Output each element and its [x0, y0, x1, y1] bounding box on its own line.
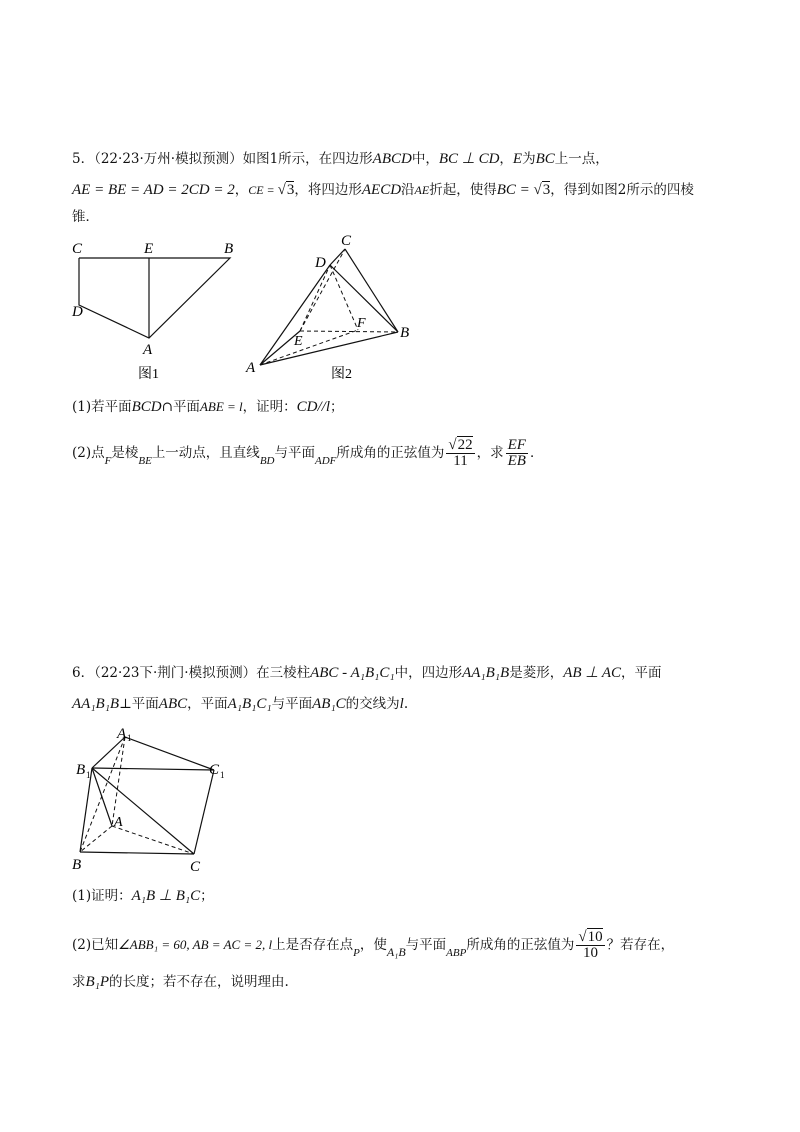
q5-part-2: (2)点$_F$是棱$_{BE}$上一动点，且直线$_{BD}$与平面$_{ADF}$所成角的正弦值为 $\frac{√22}{11}$ ，求 $\frac{EF}{EB}$ ．	[72, 437, 544, 469]
prism-label-b: B	[72, 857, 82, 872]
prism-hidden-edges	[80, 737, 194, 854]
fig1-caption: 图1	[138, 367, 159, 382]
prism-visible-edges	[80, 737, 214, 854]
q5-stem-line-1: 5．（22·23·万州·模拟预测）如图1所示，在四边形ABCD中，BC ⊥ CD，E为BC上一点，	[72, 151, 609, 167]
fig2-label-a: A	[246, 360, 256, 376]
q6-stem-line-2: AA₁B₁B⊥平面ABC，平面A₁B₁C₁与平面AB₁C的交线为l.	[72, 696, 409, 712]
q5-stem-line-2: AE = BE = AD = 2CD = 2，CE = √3，将四边形AECD沿AE折起，使得BC = √3，得到如图2所示的四棱	[72, 182, 694, 198]
fraction-ef-over-eb: $\frac{EF}{EB}$	[507, 437, 526, 469]
prism-label-a: A	[114, 815, 123, 830]
prism-label-c1: C	[209, 762, 220, 778]
fig1-label-b: B	[224, 241, 234, 257]
svg-text:1: 1	[220, 770, 225, 780]
question-source: （22·23下·荆门·模拟预测）	[94, 665, 257, 681]
fig2-label-c: C	[341, 233, 352, 249]
fig1-outline	[79, 258, 230, 338]
q5-part-1: (1)若平面BCD∩平面ABE = l，证明：CD//l；	[72, 399, 344, 415]
prism-label-b1: B	[76, 762, 86, 778]
q5-figure-1	[60, 232, 260, 392]
fig2-label-f: F	[357, 316, 366, 331]
fig1-label-a: A	[143, 342, 153, 358]
q6-stem-line-1: 6．（22·23下·荆门·模拟预测）在三棱柱ABC - A₁B₁C₁中，四边形AA₁B₁B是菱形，AB ⊥ AC，平面	[72, 665, 662, 681]
fig1-label-e: E	[144, 241, 154, 257]
question-source: （22·23·万州·模拟预测）	[94, 151, 243, 167]
fraction-sqrt10-over-10: $\frac{√10}{10}$	[578, 929, 603, 961]
fig2-label-d: D	[315, 255, 326, 271]
fig2-caption: 图2	[331, 367, 352, 382]
q5-figure-2	[238, 228, 428, 393]
question-number: 5．	[72, 151, 95, 167]
q6-part-2-line-2: 求B₁P的长度；若不存在，说明理由.	[72, 974, 289, 990]
question-number: 6．	[72, 665, 95, 681]
svg-text:1: 1	[86, 770, 91, 780]
fig2-label-b: B	[400, 325, 410, 341]
fig1-label-d: D	[72, 304, 83, 320]
prism-label-c: C	[190, 859, 201, 872]
q5-stem-line-3: 锥．	[72, 209, 99, 225]
prism-label-a1: A	[117, 726, 127, 742]
fraction-sqrt22-over-11: $\frac{√22}{11}$	[448, 437, 473, 469]
q6-figure-prism	[68, 722, 248, 872]
fig2-label-e: E	[294, 334, 303, 349]
q6-part-2-line-1: (2)已知∠ABB₁ = 60, AB = AC = 2, l上是否存在点$_P$，使A₁B与平面$_{ABP}$所成角的正弦值为 $\frac{√10}{10}$ ？若存在，	[72, 929, 675, 961]
q6-part-1: (1)证明：A₁B ⊥ B₁C；	[72, 888, 214, 904]
svg-text:1: 1	[127, 733, 132, 743]
fig1-label-c: C	[72, 241, 83, 257]
